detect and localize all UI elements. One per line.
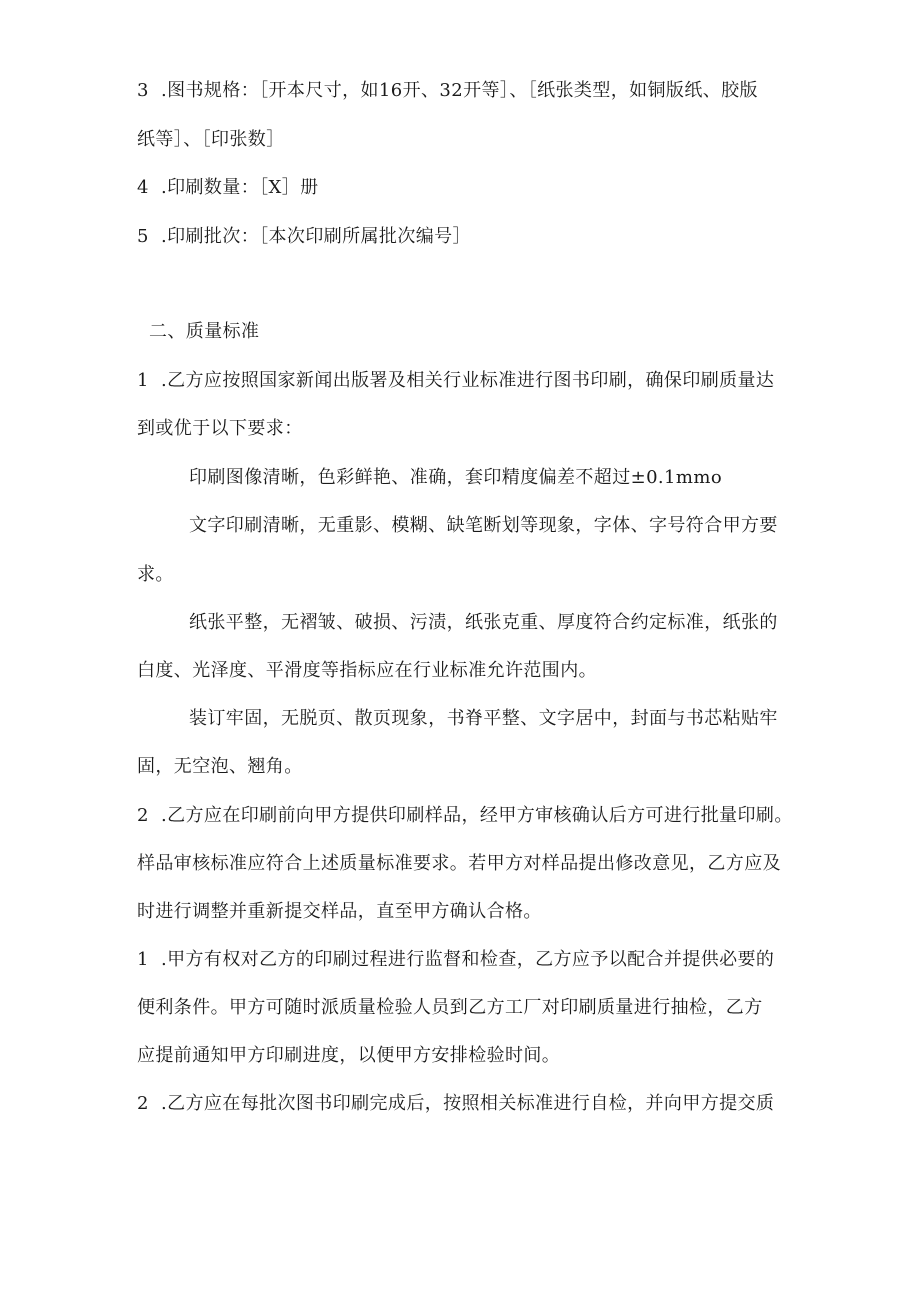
item-4-text: .印刷数量：［X］册: [161, 177, 319, 198]
requirement-image: 印刷图像清晰，色彩鲜艳、准确，套印精度偏差不超过±0.1mmo: [189, 467, 723, 488]
requirement-binding-line-1: 装订牢固，无脱页、散页现象，书脊平整、文字居中，封面与书芯粘贴牢: [189, 708, 778, 729]
item-5-number: 5: [137, 226, 149, 247]
inspect-2-text: .乙方应在每批次图书印刷完成后，按照相关标准进行自检，并向甲方提交质: [161, 1093, 775, 1114]
quality-1-line-2: 到或优于以下要求：: [137, 418, 303, 439]
requirement-paper-line-1: 纸张平整，无褶皱、破损、污渍，纸张克重、厚度符合约定标准，纸张的: [189, 612, 778, 633]
quality-2-number: 2: [137, 805, 149, 826]
section-2-heading: 二、质量标准: [149, 321, 260, 342]
item-3-text: .图书规格：［开本尺寸，如16开、32开等］、［纸张类型，如铜版纸、胶版: [161, 80, 758, 101]
item-3-line-1: [137, 79, 758, 103]
requirement-text-line-1: 文字印刷清晰，无重影、模糊、缺笔断划等现象，字体、字号符合甲方要: [189, 515, 778, 536]
quality-1-line-1: [137, 369, 774, 393]
quality-2-line-3: 时进行调整并重新提交样品，直至甲方确认合格。: [137, 901, 542, 922]
quality-2-line-2: 样品审核标准应符合上述质量标准要求。若甲方对样品提出修改意见，乙方应及: [137, 853, 781, 874]
quality-2-text: .乙方应在印刷前向甲方提供印刷样品，经甲方审核确认后方可进行批量印刷。: [161, 805, 793, 826]
item-4-line: [137, 176, 319, 200]
item-3-number: 3: [137, 80, 149, 101]
quality-1-number: 1: [137, 370, 149, 391]
inspect-2-line-1: [137, 1092, 774, 1116]
inspect-1-line-1: [137, 948, 774, 972]
requirement-text-line-2: 求。: [137, 564, 174, 585]
inspect-1-text: .甲方有权对乙方的印刷过程进行监督和检查，乙方应予以配合并提供必要的: [161, 949, 775, 970]
item-5-line: [137, 225, 471, 249]
requirement-binding-line-2: 固，无空泡、翘角。: [137, 756, 303, 777]
inspect-2-number: 2: [137, 1093, 149, 1114]
inspect-1-number: 1: [137, 949, 149, 970]
quality-2-line-1: [137, 804, 793, 828]
requirement-paper-line-2: 白度、光泽度、平滑度等指标应在行业标准允许范围内。: [137, 660, 597, 681]
inspect-1-line-2: 便利条件。甲方可随时派质量检验人员到乙方工厂对印刷质量进行抽检，乙方: [137, 997, 763, 1018]
inspect-1-line-3: 应提前通知甲方印刷进度，以便甲方安排检验时间。: [137, 1045, 561, 1066]
item-5-text: .印刷批次：［本次印刷所属批次编号］: [161, 226, 471, 247]
item-4-number: 4: [137, 177, 149, 198]
item-3-line-2: 纸等］、［印张数］: [137, 129, 285, 150]
quality-1-text: .乙方应按照国家新闻出版署及相关行业标准进行图书印刷，确保印刷质量达: [161, 370, 775, 391]
